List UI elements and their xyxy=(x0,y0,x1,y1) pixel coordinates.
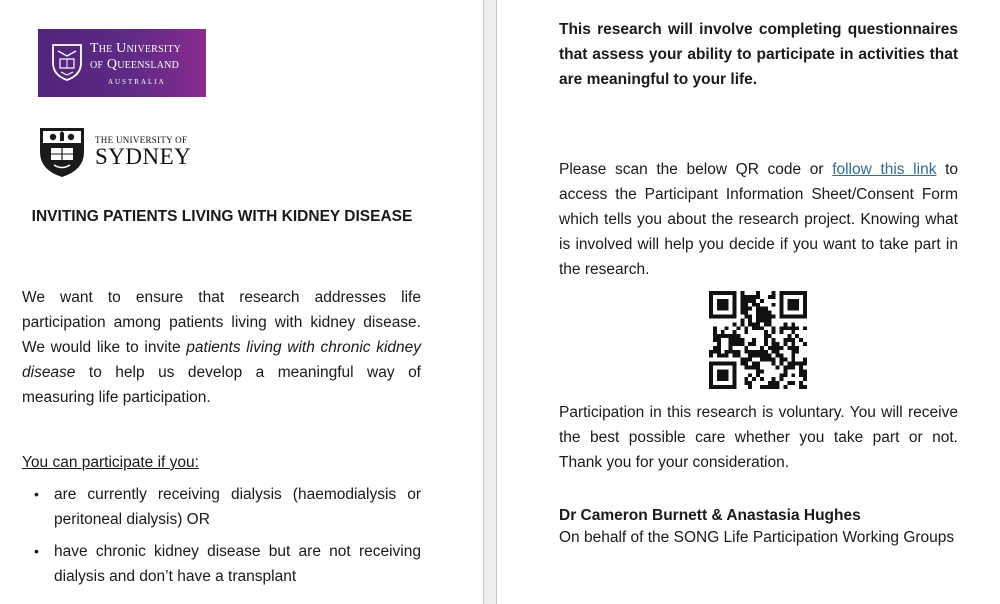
eligibility-heading: You can participate if you: xyxy=(22,454,199,471)
uq-logo-line2: of Queensland xyxy=(90,57,179,72)
eligibility-item xyxy=(22,482,421,532)
info-text-part2: to access the Participant Information Sheet/Consent Form which tells you about the research project. Knowing what is involved will help you decide if you want to take part in the research. xyxy=(559,161,959,278)
uq-logo xyxy=(38,29,206,97)
sydney-logo xyxy=(38,126,192,178)
intro-text-emphasis: patients living with chronic kidney disease xyxy=(22,339,422,381)
information-paragraph xyxy=(559,157,958,282)
bullet-icon: • xyxy=(34,486,39,502)
flyer-title: INVITING PATIENTS LIVING WITH KIDNEY DISEASE xyxy=(31,208,413,225)
flyer-page-right xyxy=(497,0,1000,604)
eligibility-item-text: have chronic kidney disease but are not receiving dialysis and don’t have a transplant xyxy=(54,543,421,585)
eligibility-item xyxy=(22,539,421,589)
intro-text-part1: We want to ensure that research addresses life participation among patients living with kidney disease. We would like to invite xyxy=(22,289,421,356)
signature-name: Dr Cameron Burnett & Anastasia Hughes xyxy=(559,507,861,524)
uq-logo-line3: AUSTRALIA xyxy=(108,78,166,86)
signature-block xyxy=(559,505,958,549)
info-text-part1: Please scan the below QR code or xyxy=(559,161,833,178)
intro-text-part2: to help us develop a meaningful way of measuring life participation. xyxy=(22,364,421,406)
intro-paragraph xyxy=(22,285,421,410)
uq-logo-line1: The University xyxy=(90,41,182,56)
uq-crest-icon xyxy=(51,43,83,81)
sydney-logo-small-text: THE UNIVERSITY OF xyxy=(95,135,188,145)
research-description: This research will involve completing questionnaires that assess your ability to participate in activities that are meaningful to your life. xyxy=(559,21,958,88)
flyer-page-left xyxy=(0,0,483,604)
qr-code[interactable] xyxy=(709,291,807,389)
follow-link[interactable]: follow this link xyxy=(832,161,937,178)
eligibility-list xyxy=(22,482,421,596)
sydney-crest-icon xyxy=(38,126,86,178)
sydney-logo-name: SYDNEY xyxy=(95,144,192,169)
page-gutter xyxy=(483,0,497,604)
eligibility-item-text: are currently receiving dialysis (haemodialysis or peritoneal dialysis) OR xyxy=(54,486,421,528)
bullet-icon: • xyxy=(34,543,39,559)
voluntary-paragraph: Participation in this research is voluntary. You will receive the best possible care whether you take part or not. Thank you for your consideration. xyxy=(559,404,958,471)
signature-role: On behalf of the SONG Life Participation Working Groups xyxy=(559,529,955,546)
